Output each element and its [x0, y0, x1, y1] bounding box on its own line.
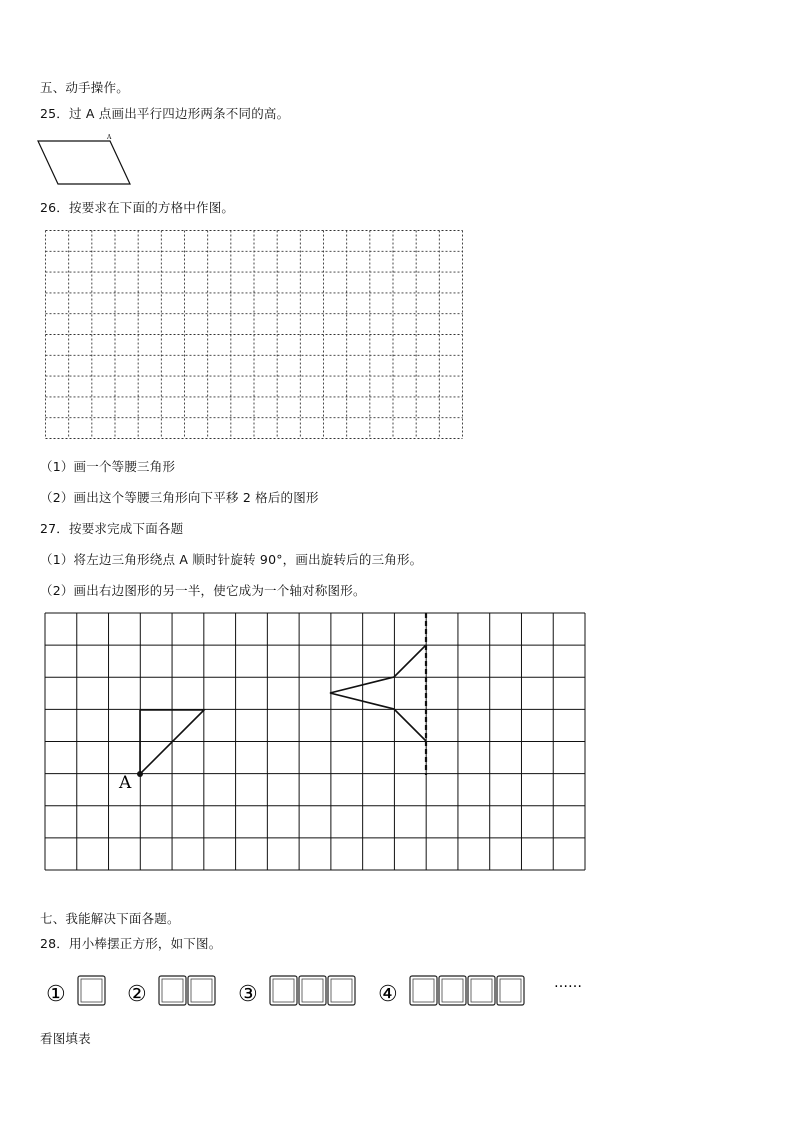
question-25-text: 25．过 A 点画出平行四边形两条不同的高。 [40, 106, 290, 121]
figure-number-label: ① [46, 982, 66, 1007]
stick-square [188, 976, 215, 1005]
stick-square [328, 976, 355, 1005]
question-27-sub2: （2）画出右边图形的另一半，使它成为一个轴对称图形。 [40, 583, 366, 598]
table-caption: 看图填表 [40, 1031, 91, 1046]
stick-square [78, 976, 105, 1005]
stick-square-inner [162, 979, 183, 1002]
right-half-figure [330, 645, 426, 741]
stick-square [299, 976, 326, 1005]
stick-square [439, 976, 466, 1005]
figure-4 [378, 976, 524, 1007]
stick-square [497, 976, 524, 1005]
stick-square-inner [273, 979, 294, 1002]
stick-square-inner [413, 979, 434, 1002]
grid-lines [45, 613, 585, 870]
question-26-sub1: （1）画一个等腰三角形 [40, 459, 176, 474]
stick-square-inner [191, 979, 212, 1002]
stick-square-inner [442, 979, 463, 1002]
question-27-sub1: （1）将左边三角形绕点 A 顺时针旋转 90°，画出旋转后的三角形。 [40, 552, 423, 567]
parallelogram-figure [36, 134, 136, 188]
point-a-label-q25: A [107, 134, 112, 141]
stick-square [159, 976, 186, 1005]
point-a-label-q27: A [119, 773, 132, 793]
stick-square-inner [81, 979, 102, 1002]
question-26-text: 26．按要求在下面的方格中作图。 [40, 200, 235, 215]
parallelogram-shape [38, 141, 130, 184]
section-heading-5: 五、动手操作。 [40, 80, 129, 95]
dotted-grid[interactable] [45, 230, 463, 439]
point-a-dot [137, 771, 143, 777]
stick-square-inner [331, 979, 352, 1002]
stick-square-inner [471, 979, 492, 1002]
figure-number-label: ④ [378, 982, 398, 1007]
ellipsis: …… [554, 975, 582, 991]
figure-1 [46, 976, 105, 1007]
question-27-text: 27．按要求完成下面各题 [40, 521, 184, 536]
figure-2 [127, 976, 215, 1007]
stick-square [410, 976, 437, 1005]
figure-number-label: ③ [238, 982, 258, 1007]
stick-square [468, 976, 495, 1005]
stick-square-inner [302, 979, 323, 1002]
question-28-text: 28．用小棒摆正方形，如下图。 [40, 936, 222, 951]
figure-number-label: ② [127, 982, 147, 1007]
stick-square-inner [500, 979, 521, 1002]
question-26-sub2: （2）画出这个等腰三角形向下平移 2 格后的图形 [40, 490, 319, 505]
figure-3 [238, 976, 355, 1007]
section-heading-7: 七、我能解决下面各题。 [40, 911, 180, 926]
stick-square [270, 976, 297, 1005]
stick-squares-figures [44, 970, 604, 1014]
square-grid[interactable] [44, 612, 586, 871]
